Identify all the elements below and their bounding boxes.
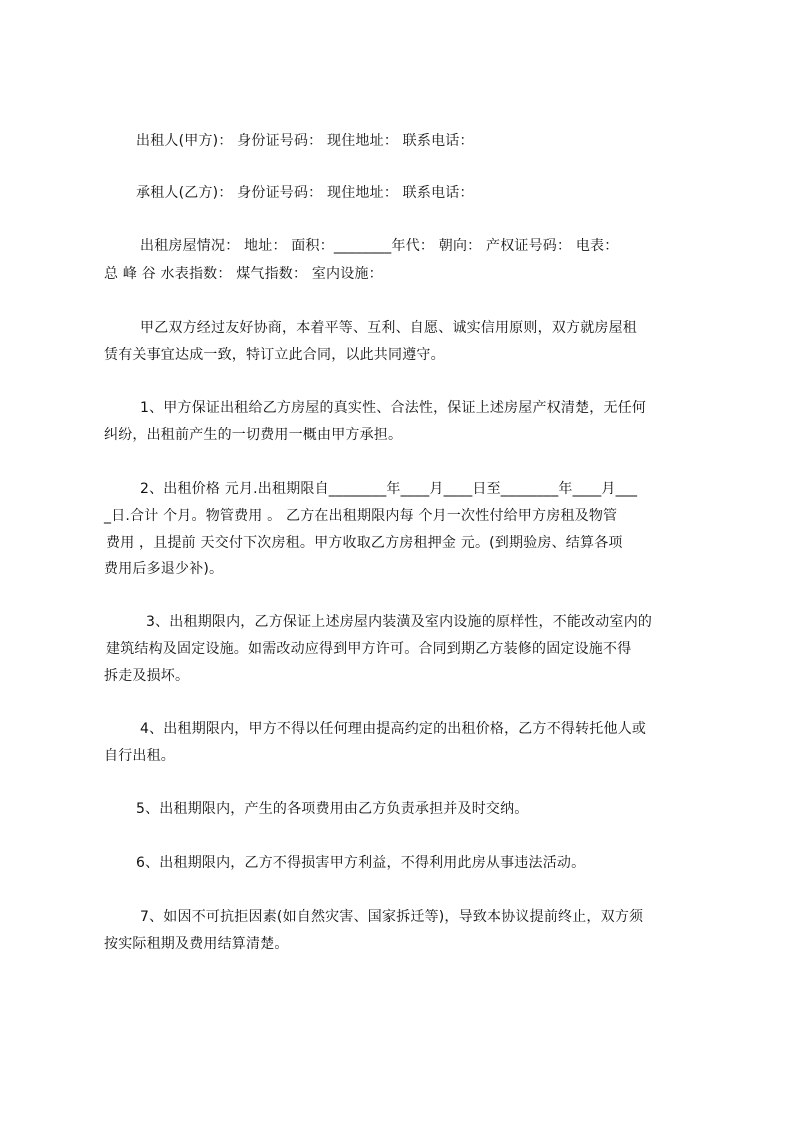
clause-2-line-4: 费用后多退少补)。 [104, 561, 224, 577]
lessee-info-line: 承租人(乙方)： 身份证号码： 现住地址： 联系电话： [136, 185, 474, 201]
clause-6-line-1: 6、出租期限内，乙方不得损害甲方利益，不得利用此房从事违法活动。 [136, 855, 586, 871]
lessor-info-line: 出租人(甲方)： 身份证号码： 现住地址： 联系电话： [136, 133, 474, 149]
clause-4-line-2: 自行出租。 [104, 748, 175, 764]
clause-7-line-1: 7、如因不可抗拒因素(如自然灾害、国家拆迁等)，导致本协议提前终止，双方须 [140, 909, 644, 925]
clause-2-line-2: _日.合计 个月。物管费用 。 乙方在出租期限内每 个月一次性付给甲方房租及物管 [104, 508, 618, 524]
clause-3-line-1: 3、出租期限内，乙方保证上述房屋内装潢及室内设施的原样性，不能改动室内的 [146, 614, 653, 630]
preamble-line-2: 赁有关事宜达成一致，特订立此合同，以此共同遵守。 [104, 347, 445, 363]
clause-1-line-1: 1、甲方保证出租给乙方房屋的真实性、合法性，保证上述房屋产权清楚，无任何 [140, 400, 647, 416]
preamble-line-1: 甲乙双方经过友好协商，本着平等、互利、自愿、诚实信用原则，双方就房屋租 [140, 320, 637, 336]
clause-1-line-2: 纠纷，出租前产生的一切费用一概由甲方承担。 [104, 427, 403, 443]
clause-7-line-2: 按实际租期及费用结算清楚。 [104, 936, 289, 952]
clause-2-line-1: 2、出租价格 元月.出租期限自________年____月____日至________年____月___ [140, 481, 638, 497]
clause-2-line-3: 费用 ，且提前 天交付下次房租。甲方收取乙方房租押金 元。(到期验房、结算各项 [106, 535, 623, 551]
clause-4-line-1: 4、出租期限内，甲方不得以任何理由提高约定的出租价格，乙方不得转托他人或 [140, 721, 647, 737]
clause-5-line-1: 5、出租期限内，产生的各项费用由乙方负责承担并及时交纳。 [136, 801, 529, 817]
clause-3-line-3: 拆走及损坏。 [104, 668, 190, 684]
clause-3-line-2: 建筑结构及固定设施。如需改动应得到甲方许可。合同到期乙方装修的固定设施不得 [106, 641, 632, 657]
property-info-line-1: 出租房屋情况： 地址： 面积：________年代： 朝向： 产权证号码： 电表： [140, 238, 619, 254]
property-info-line-2: 总 峰 谷 水表指数： 煤气指数： 室内设施： [104, 266, 383, 282]
